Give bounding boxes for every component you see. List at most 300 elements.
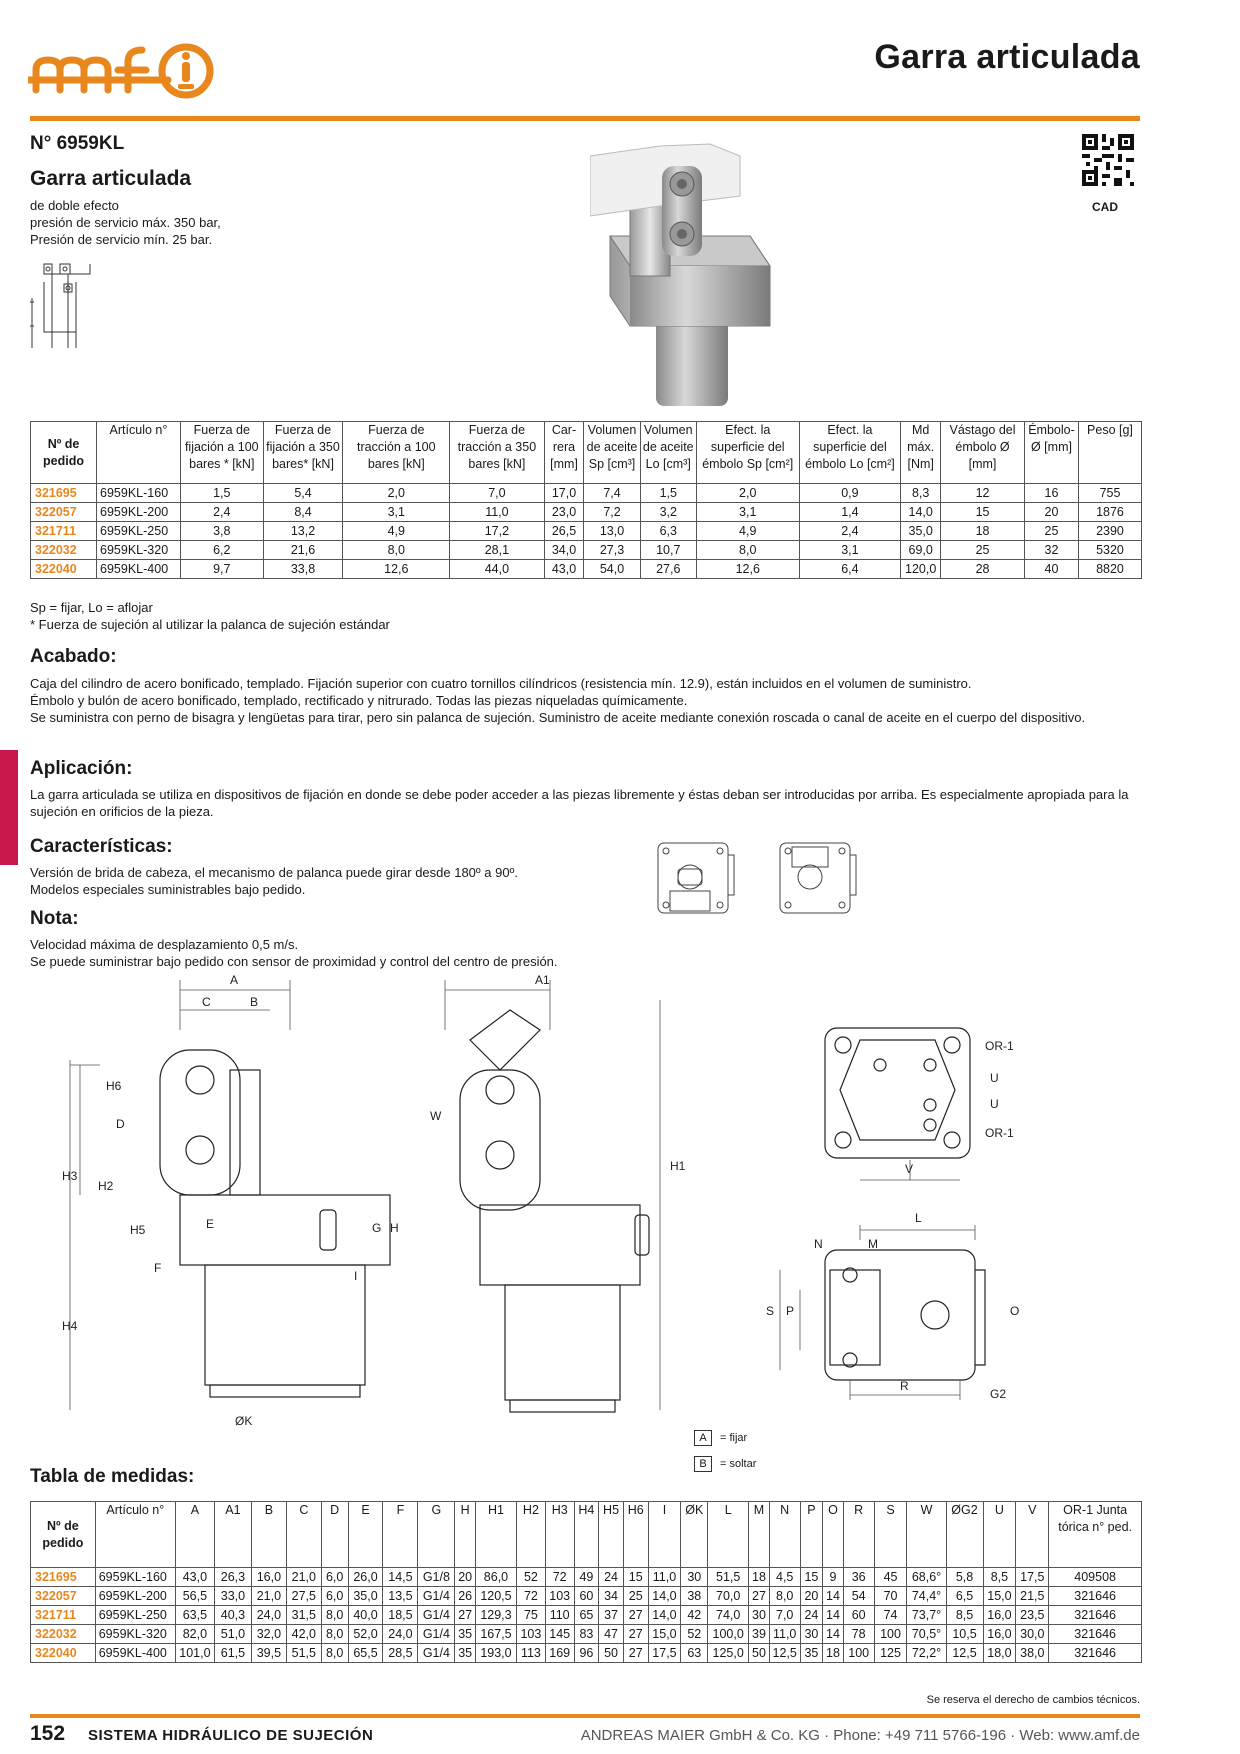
- table-cell: 51,0: [214, 1625, 251, 1644]
- table-cell: 43,0: [544, 560, 584, 579]
- table-cell: 51,5: [708, 1568, 749, 1587]
- table-cell: 70,0: [708, 1587, 749, 1606]
- column-header: ØG2: [946, 1502, 983, 1568]
- table-cell: 321646: [1049, 1644, 1142, 1663]
- paragraph-line: Velocidad máxima de desplazamiento 0,5 m/s.: [30, 937, 299, 952]
- table-cell: 25: [941, 541, 1025, 560]
- column-header: U: [983, 1502, 1016, 1568]
- table-cell: 61,5: [214, 1644, 251, 1663]
- table-cell: 34,0: [544, 541, 584, 560]
- table-cell: 1,4: [799, 503, 901, 522]
- table-cell: 75: [517, 1606, 546, 1625]
- table-cell: 9,7: [180, 560, 263, 579]
- table-cell: 38: [681, 1587, 708, 1606]
- table-cell: 11,0: [450, 503, 544, 522]
- table-cell: 321646: [1049, 1587, 1142, 1606]
- table-cell: 17,5: [1016, 1568, 1049, 1587]
- article-cell: 6959KL-320: [97, 541, 181, 560]
- column-header: C: [286, 1502, 321, 1568]
- order-number-cell[interactable]: 322057: [31, 1587, 96, 1606]
- table-cell: 12,5: [769, 1644, 800, 1663]
- table-cell: 5,4: [263, 484, 343, 503]
- dim-label-d: D: [116, 1117, 125, 1131]
- table-cell: 14,5: [383, 1568, 418, 1587]
- table-cell: 4,9: [343, 522, 450, 541]
- table-cell: 169: [545, 1644, 574, 1663]
- table-cell: G1/8: [418, 1568, 455, 1587]
- table-cell: 70: [874, 1587, 907, 1606]
- table-cell: 32: [1024, 541, 1078, 560]
- table-cell: 23,0: [544, 503, 584, 522]
- intro-line: presión de servicio máx. 350 bar,: [30, 215, 221, 230]
- table-cell: 2,0: [343, 484, 450, 503]
- table-cell: 83: [574, 1625, 599, 1644]
- table-cell: 103: [517, 1625, 546, 1644]
- table-row: [31, 560, 1142, 579]
- table-cell: 755: [1078, 484, 1141, 503]
- table-cell: 33,8: [263, 560, 343, 579]
- table-cell: 45: [874, 1568, 907, 1587]
- column-header: Fuerza de tracción a 100 bares [kN]: [343, 422, 450, 484]
- column-header: W: [907, 1502, 946, 1568]
- dim-label-a: A: [230, 973, 239, 987]
- table-cell: 30,0: [1016, 1625, 1049, 1644]
- table-cell: 113: [517, 1644, 546, 1663]
- dim-label-b: B: [250, 995, 259, 1009]
- dim-label-h3: H3: [62, 1169, 78, 1183]
- table-cell: 60: [843, 1606, 874, 1625]
- page-title: Garra articulada: [874, 38, 1140, 76]
- table-cell: 20: [800, 1587, 823, 1606]
- table-cell: 33,0: [214, 1587, 251, 1606]
- table-cell: 20: [455, 1568, 476, 1587]
- order-number-cell[interactable]: 321695: [31, 484, 97, 503]
- intro-line: Presión de servicio mín. 25 bar.: [30, 232, 213, 247]
- table-cell: 16,0: [983, 1625, 1016, 1644]
- column-header: R: [843, 1502, 874, 1568]
- section-title-acabado: Acabado:: [30, 646, 117, 667]
- paragraph-line: Caja del cilindro de acero bonificado, templado. Fijación superior con cuatro tornillos cilíndricos (resistencia mín. 12.9), están incluidos en el volumen de suministro.: [30, 676, 972, 691]
- table-cell: 60: [574, 1587, 599, 1606]
- table-cell: 103: [545, 1587, 574, 1606]
- column-header: E: [348, 1502, 383, 1568]
- paragraph-line: Se suministra con perno de bisagra y lengüetas para tirar, pero sin palanca de sujeción. Suministro de aceite mediante conexión roscada o canal de aceite en el cuerpo del dispositivo.: [30, 710, 1086, 725]
- table-cell: 35,0: [348, 1587, 383, 1606]
- table-cell: 17,5: [648, 1644, 681, 1663]
- specification-table: [30, 421, 1142, 579]
- column-header: M: [749, 1502, 770, 1568]
- table-cell: 193,0: [475, 1644, 516, 1663]
- column-header: Émbolo-Ø [mm]: [1024, 422, 1078, 484]
- table-cell: 24,0: [251, 1606, 286, 1625]
- table-cell: 15,0: [983, 1587, 1016, 1606]
- table-cell: 8,5: [983, 1568, 1016, 1587]
- table-row: [31, 522, 1142, 541]
- table-cell: 56,5: [175, 1587, 214, 1606]
- table-cell: 13,2: [263, 522, 343, 541]
- table-cell: 74: [874, 1606, 907, 1625]
- table-cell: 14: [823, 1587, 844, 1606]
- table-cell: 2390: [1078, 522, 1141, 541]
- table-cell: 16,0: [251, 1568, 286, 1587]
- column-header: Fuerza de fijación a 350 bares* [kN]: [263, 422, 343, 484]
- order-number-cell[interactable]: 322057: [31, 503, 97, 522]
- table-cell: 7,0: [769, 1606, 800, 1625]
- order-number-cell[interactable]: 321711: [31, 1606, 96, 1625]
- column-header: Fuerza de fijación a 100 bares * [kN]: [180, 422, 263, 484]
- dim-label-r: R: [900, 1379, 909, 1393]
- column-header: Md máx. [Nm]: [901, 422, 941, 484]
- table-cell: 65: [574, 1606, 599, 1625]
- table-cell: 409508: [1049, 1568, 1142, 1587]
- table-cell: 63: [681, 1644, 708, 1663]
- table-cell: 18,0: [983, 1644, 1016, 1663]
- article-cell: 6959KL-250: [95, 1606, 175, 1625]
- legend-key: B: [694, 1456, 712, 1472]
- column-header: Artículo n°: [95, 1502, 175, 1568]
- table-cell: 30: [800, 1625, 823, 1644]
- table-cell: 12,6: [696, 560, 799, 579]
- table-cell: 74,0: [708, 1606, 749, 1625]
- section-body-caracteristicas: [30, 864, 630, 898]
- table-row: [31, 503, 1142, 522]
- table-cell: 52,0: [348, 1625, 383, 1644]
- legend-fijar: [694, 1428, 747, 1446]
- table-cell: 12,5: [946, 1644, 983, 1663]
- table-cell: 26,5: [544, 522, 584, 541]
- section-title-caracteristicas: Características:: [30, 836, 173, 857]
- table-cell: 42,0: [286, 1625, 321, 1644]
- column-header: S: [874, 1502, 907, 1568]
- table-cell: 14,0: [648, 1606, 681, 1625]
- table-cell: 8,4: [263, 503, 343, 522]
- table-cell: 7,2: [584, 503, 640, 522]
- section-title-nota: Nota:: [30, 908, 79, 929]
- order-number-cell[interactable]: 322032: [31, 1625, 96, 1644]
- table-cell: 6,3: [640, 522, 696, 541]
- table-cell: G1/4: [418, 1606, 455, 1625]
- column-header: H2: [517, 1502, 546, 1568]
- table-cell: 7,4: [584, 484, 640, 503]
- table-cell: 72: [545, 1568, 574, 1587]
- table-cell: 86,0: [475, 1568, 516, 1587]
- table-cell: 21,0: [251, 1587, 286, 1606]
- table-cell: 129,3: [475, 1606, 516, 1625]
- table-cell: 12: [941, 484, 1025, 503]
- table-row: [31, 1587, 1142, 1606]
- column-header: H6: [623, 1502, 648, 1568]
- table-cell: 27: [455, 1606, 476, 1625]
- section-body-nota: [30, 936, 1140, 970]
- paragraph-line: Modelos especiales suministrables bajo pedido.: [30, 882, 306, 897]
- table-cell: 8,3: [901, 484, 941, 503]
- column-header: A1: [214, 1502, 251, 1568]
- table-cell: 6,0: [321, 1587, 348, 1606]
- table-cell: 14: [823, 1625, 844, 1644]
- table-cell: G1/4: [418, 1625, 455, 1644]
- paragraph-line: Émbolo y bulón de acero bonificado, templado, rectificado y nitrurado. Todas las piezas niqueladas químicamente.: [30, 693, 688, 708]
- table-cell: 27,6: [640, 560, 696, 579]
- table-cell: 2,4: [799, 522, 901, 541]
- column-header: D: [321, 1502, 348, 1568]
- table-row: [31, 1568, 1142, 1587]
- order-number-cell[interactable]: 322040: [31, 560, 97, 579]
- table-cell: 40,0: [348, 1606, 383, 1625]
- table-cell: 0,9: [799, 484, 901, 503]
- legend-key: A: [694, 1430, 712, 1446]
- table-cell: 321646: [1049, 1606, 1142, 1625]
- column-header: H1: [475, 1502, 516, 1568]
- article-cell: 6959KL-160: [95, 1568, 175, 1587]
- table-cell: 24: [599, 1568, 624, 1587]
- table-cell: 125,0: [708, 1644, 749, 1663]
- table-cell: 26: [455, 1587, 476, 1606]
- amf-logo: [28, 40, 228, 102]
- table-row: [31, 1625, 1142, 1644]
- dim-label-or1b: OR-1: [985, 1126, 1014, 1140]
- table-cell: 25: [1024, 522, 1078, 541]
- order-number-cell[interactable]: 321695: [31, 1568, 96, 1587]
- table-cell: 1,5: [640, 484, 696, 503]
- table-cell: 43,0: [175, 1568, 214, 1587]
- orientation-sketch-90: [772, 835, 862, 945]
- product-intro: [30, 197, 221, 248]
- article-cell: 6959KL-200: [95, 1587, 175, 1606]
- table-cell: 38,0: [1016, 1644, 1049, 1663]
- table-cell: 26,3: [214, 1568, 251, 1587]
- table-cell: 3,1: [799, 541, 901, 560]
- article-number: N° 6959KL: [30, 133, 125, 154]
- table-cell: 35,0: [901, 522, 941, 541]
- table-cell: 2,0: [696, 484, 799, 503]
- paragraph-line: Se puede suministrar bajo pedido con sensor de proximidad y control del centro de presión.: [30, 954, 558, 969]
- table-cell: 100: [843, 1644, 874, 1663]
- table-cell: 30: [681, 1568, 708, 1587]
- table-cell: 21,5: [1016, 1587, 1049, 1606]
- cad-label: CAD: [1092, 200, 1118, 214]
- column-header: H4: [574, 1502, 599, 1568]
- table-cell: 44,0: [450, 560, 544, 579]
- table-cell: 49: [574, 1568, 599, 1587]
- table-cell: 39: [749, 1625, 770, 1644]
- column-header: H: [455, 1502, 476, 1568]
- dim-label-h1: H1: [670, 1159, 686, 1173]
- catalog-section: SISTEMA HIDRÁULICO DE SUJECIÓN: [88, 1727, 374, 1744]
- section-title-tabla-medidas: Tabla de medidas:: [30, 1466, 195, 1487]
- table-cell: 9: [823, 1568, 844, 1587]
- company-info: ANDREAS MAIER GmbH & Co. KG · Phone: +49 711 5766-196 · Web: www.amf.de: [580, 1727, 1140, 1744]
- table-cell: 120,5: [475, 1587, 516, 1606]
- table-cell: 96: [574, 1644, 599, 1663]
- column-header: Volumen de aceite Lo [cm³]: [640, 422, 696, 484]
- table-cell: 25: [623, 1587, 648, 1606]
- table-cell: 4,5: [769, 1568, 800, 1587]
- section-body-aplicacion: La garra articulada se utiliza en dispositivos de fijación en donde se debe poder acceder a las piezas libremente y éstas deban ser introducidas por arriba. Es especialmente apropiada para la sujeción en orificios de la pieza.: [30, 787, 1129, 819]
- table-cell: 3,2: [640, 503, 696, 522]
- table-row: [31, 484, 1142, 503]
- table-cell: 24: [800, 1606, 823, 1625]
- article-cell: 6959KL-250: [97, 522, 181, 541]
- column-header: N: [769, 1502, 800, 1568]
- table-cell: 6,0: [321, 1568, 348, 1587]
- article-cell: 6959KL-400: [97, 560, 181, 579]
- legend-text: = soltar: [720, 1458, 757, 1470]
- product-title: Garra articulada: [30, 167, 192, 190]
- table-cell: 167,5: [475, 1625, 516, 1644]
- hydraulic-symbol-icon: [30, 262, 92, 352]
- column-header: Nº de pedido: [31, 1502, 96, 1568]
- table-cell: 11,0: [769, 1625, 800, 1644]
- section-title-aplicacion: Aplicación:: [30, 758, 133, 779]
- dim-label-h6: H6: [106, 1079, 122, 1093]
- table-cell: 8,0: [696, 541, 799, 560]
- table-cell: 13,5: [383, 1587, 418, 1606]
- order-number-cell[interactable]: 321711: [31, 522, 97, 541]
- dim-label-u: U: [990, 1071, 999, 1085]
- order-number-cell[interactable]: 322040: [31, 1644, 96, 1663]
- column-header: G: [418, 1502, 455, 1568]
- table-cell: 21,0: [286, 1568, 321, 1587]
- table-cell: 12,6: [343, 560, 450, 579]
- column-header: ØK: [681, 1502, 708, 1568]
- table-cell: 15,0: [648, 1625, 681, 1644]
- legend-soltar: [694, 1454, 756, 1472]
- dim-label-s: S: [766, 1304, 775, 1318]
- dim-label-k: ØK: [235, 1414, 253, 1428]
- column-header: Efect. la superficie del émbolo Lo [cm²]: [799, 422, 901, 484]
- table-cell: 18,5: [383, 1606, 418, 1625]
- rights-note: Se reserva el derecho de cambios técnicos.: [926, 1694, 1140, 1706]
- table-cell: 52: [681, 1625, 708, 1644]
- table-cell: 4,9: [696, 522, 799, 541]
- page-number: 152: [30, 1722, 66, 1745]
- dim-label-n: N: [814, 1237, 823, 1251]
- dim-label-u2: U: [990, 1097, 999, 1111]
- table-cell: 73,7°: [907, 1606, 946, 1625]
- table-cell: 18: [823, 1644, 844, 1663]
- column-header: I: [648, 1502, 681, 1568]
- table-cell: 72,2°: [907, 1644, 946, 1663]
- table-cell: 6,5: [946, 1587, 983, 1606]
- table-cell: 30: [749, 1606, 770, 1625]
- table-cell: 7,0: [450, 484, 544, 503]
- table-cell: 36: [843, 1568, 874, 1587]
- column-header: Artículo n°: [97, 422, 181, 484]
- table-cell: 24,0: [383, 1625, 418, 1644]
- column-header: P: [800, 1502, 823, 1568]
- table-cell: 54: [843, 1587, 874, 1606]
- dim-label-h5: H5: [130, 1223, 146, 1237]
- table-cell: 145: [545, 1625, 574, 1644]
- table-cell: 82,0: [175, 1625, 214, 1644]
- table-cell: 28,5: [383, 1644, 418, 1663]
- table-cell: 40,3: [214, 1606, 251, 1625]
- table-cell: 31,5: [286, 1606, 321, 1625]
- table-cell: 17,2: [450, 522, 544, 541]
- article-cell: 6959KL-160: [97, 484, 181, 503]
- table-cell: 32,0: [251, 1625, 286, 1644]
- table-cell: 13,0: [584, 522, 640, 541]
- column-header: F: [383, 1502, 418, 1568]
- article-cell: 6959KL-320: [95, 1625, 175, 1644]
- table-cell: 47: [599, 1625, 624, 1644]
- table-cell: 11,0: [648, 1568, 681, 1587]
- table-cell: 3,1: [343, 503, 450, 522]
- table-cell: 8,5: [946, 1606, 983, 1625]
- column-header: OR-1 Junta tórica n° ped.: [1049, 1502, 1142, 1568]
- table-cell: 8,0: [321, 1606, 348, 1625]
- table-cell: 8,0: [343, 541, 450, 560]
- table-cell: 69,0: [901, 541, 941, 560]
- dim-label-f: F: [154, 1261, 162, 1275]
- intro-line: de doble efecto: [30, 198, 119, 213]
- table-cell: 27: [623, 1625, 648, 1644]
- table-cell: 35: [455, 1625, 476, 1644]
- table-cell: 35: [800, 1644, 823, 1663]
- table-cell: 27,5: [286, 1587, 321, 1606]
- table-cell: 18: [941, 522, 1025, 541]
- legend-text: = fijar: [720, 1432, 748, 1444]
- table-cell: 14,0: [901, 503, 941, 522]
- table-cell: 14,0: [648, 1587, 681, 1606]
- dim-label-h2: H2: [98, 1179, 114, 1193]
- table-cell: 21,6: [263, 541, 343, 560]
- order-number-cell[interactable]: 322032: [31, 541, 97, 560]
- column-header: O: [823, 1502, 844, 1568]
- table-cell: 15: [800, 1568, 823, 1587]
- section-body-acabado: [30, 675, 1140, 726]
- cad-qr-code[interactable]: [1082, 134, 1134, 186]
- table-cell: 51,5: [286, 1644, 321, 1663]
- table-cell: 3,8: [180, 522, 263, 541]
- table-cell: 2,4: [180, 503, 263, 522]
- table-cell: 321646: [1049, 1625, 1142, 1644]
- dimensions-table: [30, 1501, 1142, 1663]
- dim-label-i: I: [354, 1269, 358, 1283]
- article-cell: 6959KL-400: [95, 1644, 175, 1663]
- table-cell: 1,5: [180, 484, 263, 503]
- table-cell: 26,0: [348, 1568, 383, 1587]
- dim-label-g2: G2: [990, 1387, 1007, 1401]
- footer-rule: [30, 1714, 1140, 1718]
- table-cell: 72: [517, 1587, 546, 1606]
- table-cell: 54,0: [584, 560, 640, 579]
- article-cell: 6959KL-200: [97, 503, 181, 522]
- table-cell: G1/4: [418, 1587, 455, 1606]
- header-rule: [30, 116, 1140, 121]
- table-cell: 8,0: [769, 1587, 800, 1606]
- technical-drawing: [30, 970, 1140, 1470]
- table-cell: 74,4°: [907, 1587, 946, 1606]
- table-cell: 63,5: [175, 1606, 214, 1625]
- table-cell: 28,1: [450, 541, 544, 560]
- table-note: Sp = fijar, Lo = aflojar: [30, 600, 153, 615]
- table-cell: 110: [545, 1606, 574, 1625]
- table-cell: 50: [599, 1644, 624, 1663]
- column-header: V: [1016, 1502, 1049, 1568]
- product-photo: [590, 126, 790, 412]
- dim-label-c: C: [202, 995, 211, 1009]
- table-cell: G1/4: [418, 1644, 455, 1663]
- column-header: H3: [545, 1502, 574, 1568]
- table-cell: 70,5°: [907, 1625, 946, 1644]
- dim-label-h: H: [390, 1221, 399, 1235]
- table-cell: 23,5: [1016, 1606, 1049, 1625]
- table-cell: 8,0: [321, 1644, 348, 1663]
- table-cell: 16: [1024, 484, 1078, 503]
- table-row: [31, 1644, 1142, 1663]
- table-cell: 14: [823, 1606, 844, 1625]
